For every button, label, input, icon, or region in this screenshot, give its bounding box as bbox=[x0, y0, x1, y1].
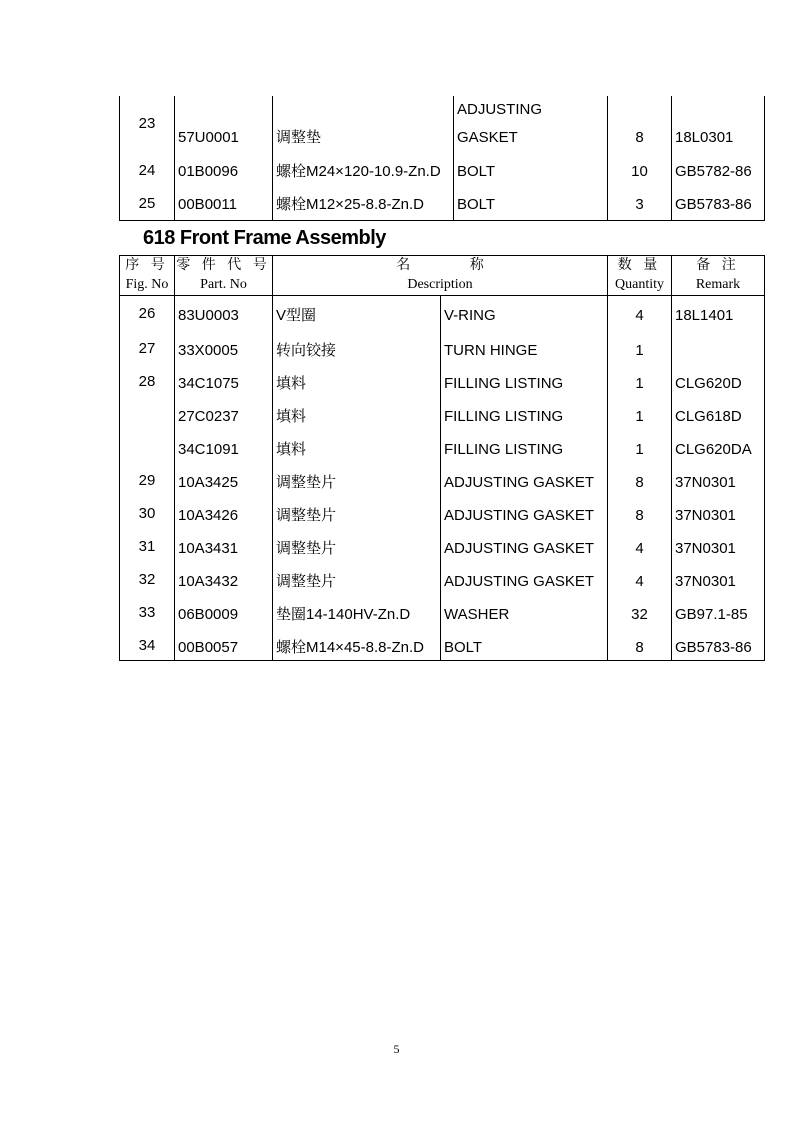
continuation-parts-table bbox=[119, 96, 765, 221]
part-no: 10A3426 bbox=[175, 498, 273, 531]
remark: 37N0301 bbox=[672, 498, 765, 531]
description-cn: 填料 bbox=[273, 366, 441, 399]
fig-no: 33 bbox=[138, 603, 156, 621]
quantity: 4 bbox=[608, 564, 672, 597]
fig-no: 34 bbox=[138, 636, 156, 654]
description-cn: V型圈 bbox=[273, 296, 441, 333]
quantity: 8 bbox=[608, 465, 672, 498]
table-header bbox=[120, 256, 765, 296]
header-qty-cn: 数 量 bbox=[617, 258, 662, 273]
table-row bbox=[120, 630, 765, 661]
description-en: BOLT bbox=[454, 188, 608, 220]
table-row bbox=[120, 333, 765, 366]
header-remark-en: Remark bbox=[695, 277, 741, 292]
table-row bbox=[120, 432, 765, 465]
quantity: 8 bbox=[608, 498, 672, 531]
table-row bbox=[120, 564, 765, 597]
description-cn: 调整垫 bbox=[273, 96, 454, 155]
description-cn: 螺栓M14×45-8.8-Zn.D bbox=[273, 630, 441, 661]
fig-no: 29 bbox=[138, 471, 156, 489]
description-cn: 填料 bbox=[273, 399, 441, 432]
part-no: 83U0003 bbox=[175, 296, 273, 333]
header-fig-cn: 序 号 bbox=[125, 258, 169, 273]
header-fig-en: Fig. No bbox=[125, 277, 169, 292]
header-part-en: Part. No bbox=[200, 277, 247, 292]
description-en: ADJUSTING GASKET bbox=[441, 564, 608, 597]
remark: 37N0301 bbox=[672, 531, 765, 564]
fig-no: 30 bbox=[138, 504, 156, 522]
description-cn: 调整垫片 bbox=[273, 498, 441, 531]
remark: GB97.1-85 bbox=[672, 597, 765, 630]
part-no: 33X0005 bbox=[175, 333, 273, 366]
quantity: 4 bbox=[608, 296, 672, 333]
table-row bbox=[120, 399, 765, 432]
table-row bbox=[120, 531, 765, 564]
description-cn: 调整垫片 bbox=[273, 564, 441, 597]
quantity: 32 bbox=[608, 597, 672, 630]
part-no: 00B0011 bbox=[175, 188, 273, 220]
table-row bbox=[120, 465, 765, 498]
description-en: FILLING LISTING bbox=[441, 366, 608, 399]
fig-no: 26 bbox=[138, 305, 156, 322]
part-no: 57U0001 bbox=[175, 96, 273, 155]
remark bbox=[672, 333, 765, 366]
description-en: ADJUSTING GASKET bbox=[441, 531, 608, 564]
remark: CLG618D bbox=[672, 399, 765, 432]
table-row bbox=[120, 597, 765, 630]
part-no: 34C1075 bbox=[175, 366, 273, 399]
header-desc-cn-1: 名 bbox=[396, 258, 411, 273]
remark: GB5782-86 bbox=[672, 155, 765, 188]
part-no: 34C1091 bbox=[175, 432, 273, 465]
description-en: TURN HINGE bbox=[441, 333, 608, 366]
table-row bbox=[120, 498, 765, 531]
description-en bbox=[454, 96, 608, 155]
description-en: ADJUSTING GASKET bbox=[441, 498, 608, 531]
description-en: FILLING LISTING bbox=[441, 432, 608, 465]
header-part-no bbox=[175, 256, 273, 296]
quantity: 3 bbox=[608, 188, 672, 220]
page-number: 5 bbox=[393, 1042, 400, 1056]
fig-no: 23 bbox=[138, 115, 156, 132]
table-row bbox=[120, 296, 765, 333]
description-cn: 垫圈14-140HV-Zn.D bbox=[273, 597, 441, 630]
description-en: BOLT bbox=[441, 630, 608, 661]
remark: CLG620DA bbox=[672, 432, 765, 465]
part-no: 06B0009 bbox=[175, 597, 273, 630]
quantity: 1 bbox=[608, 333, 672, 366]
part-no: 10A3425 bbox=[175, 465, 273, 498]
part-no: 10A3431 bbox=[175, 531, 273, 564]
header-qty-en: Quantity bbox=[615, 277, 664, 292]
description-en: ADJUSTING GASKET bbox=[441, 465, 608, 498]
fig-no: 25 bbox=[138, 195, 156, 212]
quantity: 8 bbox=[608, 96, 672, 155]
header-description bbox=[273, 256, 608, 296]
description-cn: 螺栓M24×120-10.9-Zn.D bbox=[273, 155, 454, 188]
description-en-line1: ADJUSTING bbox=[457, 101, 543, 118]
fig-no bbox=[120, 399, 175, 432]
header-remark bbox=[672, 256, 765, 296]
description-cn: 调整垫片 bbox=[273, 465, 441, 498]
fig-no: 28 bbox=[138, 372, 156, 390]
header-description-cn bbox=[273, 256, 607, 275]
table-row bbox=[120, 155, 765, 188]
fig-no: 24 bbox=[138, 162, 156, 179]
description-en: BOLT bbox=[454, 155, 608, 188]
header-part-cn: 零 件 代 号 bbox=[176, 258, 271, 273]
fig-no bbox=[120, 432, 175, 465]
header-quantity bbox=[608, 256, 672, 296]
quantity: 1 bbox=[608, 432, 672, 465]
fig-no: 31 bbox=[138, 537, 156, 555]
remark: GB5783-86 bbox=[672, 188, 765, 220]
header-description-en: Description bbox=[407, 277, 473, 292]
header-desc-cn-2: 称 bbox=[469, 258, 484, 273]
part-no: 10A3432 bbox=[175, 564, 273, 597]
quantity: 1 bbox=[608, 399, 672, 432]
table-row bbox=[120, 366, 765, 399]
header-fig-no bbox=[120, 256, 175, 296]
remark: 18L1401 bbox=[672, 296, 765, 333]
description-cn: 填料 bbox=[273, 432, 441, 465]
quantity: 10 bbox=[608, 155, 672, 188]
part-no: 01B0096 bbox=[175, 155, 273, 188]
quantity: 1 bbox=[608, 366, 672, 399]
quantity: 4 bbox=[608, 531, 672, 564]
fig-no: 27 bbox=[138, 339, 156, 357]
table-row bbox=[120, 188, 765, 220]
part-no: 27C0237 bbox=[175, 399, 273, 432]
parts-table bbox=[119, 255, 765, 661]
description-en: V-RING bbox=[441, 296, 608, 333]
description-cn: 螺栓M12×25-8.8-Zn.D bbox=[273, 188, 454, 220]
description-cn: 转向铰接 bbox=[273, 333, 441, 366]
quantity: 8 bbox=[608, 630, 672, 661]
remark: CLG620D bbox=[672, 366, 765, 399]
table-row bbox=[120, 96, 765, 155]
remark: 37N0301 bbox=[672, 465, 765, 498]
description-en-line2: GASKET bbox=[457, 129, 518, 146]
part-no: 00B0057 bbox=[175, 630, 273, 661]
section-title: 618 Front Frame Assembly bbox=[143, 227, 386, 249]
remark: GB5783-86 bbox=[672, 630, 765, 661]
description-cn: 调整垫片 bbox=[273, 531, 441, 564]
description-en: FILLING LISTING bbox=[441, 399, 608, 432]
remark: 37N0301 bbox=[672, 564, 765, 597]
description-en: WASHER bbox=[441, 597, 608, 630]
remark: 18L0301 bbox=[672, 96, 765, 155]
header-remark-cn: 备 注 bbox=[696, 258, 740, 273]
fig-no: 32 bbox=[138, 570, 156, 588]
